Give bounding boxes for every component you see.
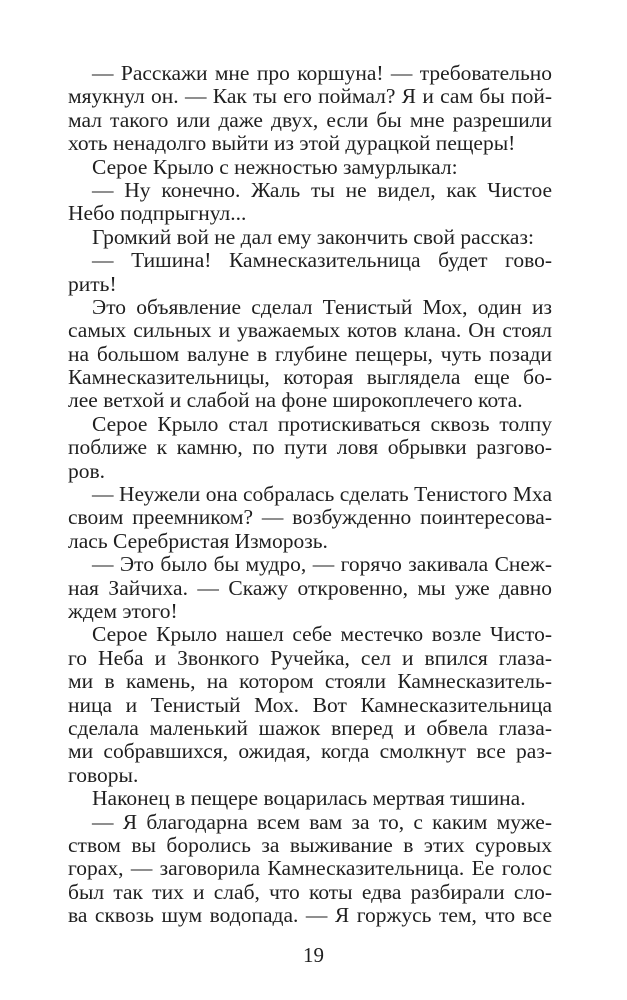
text-line: ная Зайчиха. — Скажу откровенно, мы уже давно (68, 576, 552, 600)
text-line: ством вы боролись за выживание в этих суровых (68, 833, 552, 857)
text-line: — Ну конечно. Жаль ты не видел, как Чистое (92, 178, 552, 202)
text-line: ми в камень, на котором стояли Камнесказитель- (68, 670, 552, 694)
text-line: Серое Крыло с нежностью замурлыкал: (92, 155, 458, 179)
text-line: ница и Тенистый Мох. Вот Камнесказительница (68, 693, 552, 717)
text-line: — Я благодарна всем вам за то, с каким муже- (92, 810, 552, 834)
page-number: 19 (303, 943, 324, 967)
text-line: ми собравшихся, ожидая, когда смолкнут все раз- (68, 740, 552, 764)
text-line: Громкий вой не дал ему закончить свой рассказ: (92, 225, 534, 249)
text-line: горах, — заговорила Камнесказительница. Ее голос (68, 857, 552, 881)
text-line: Небо подпрыгнул... (68, 202, 247, 226)
text-line: рить! (68, 272, 117, 296)
text-line: был так тих и слаб, что коты едва разбирали сло- (68, 880, 552, 904)
text-line: лась Серебристая Изморозь. (68, 529, 328, 553)
text-line: — Это было бы мудро, — горячо закивала Снеж- (92, 553, 552, 577)
body-text (68, 62, 552, 927)
text-line: — Расскажи мне про коршуна! — требовательно (92, 62, 552, 85)
text-line: ров. (68, 459, 106, 483)
text-line: поближе к камню, по пути ловя обрывки разгово- (68, 436, 552, 460)
text-line: — Тишина! Камнесказительница будет гово- (92, 249, 552, 273)
text-line: хоть ненадолго выйти из этой дурацкой пещеры! (68, 132, 516, 156)
text-line: мал такого или даже двух, если бы мне разрешили (68, 108, 552, 132)
text-line: ва сквозь шум водопада. — Я горжусь тем, что все (68, 904, 552, 928)
text-line: лее ветхой и слабой на фоне широкоплечего кота. (68, 389, 523, 413)
text-line: своим преемником? — возбужденно поинтересова- (68, 506, 552, 530)
text-line: го Неба и Звонкого Ручейка, сел и впился глаза- (68, 646, 552, 670)
text-line: Наконец в пещере воцарилась мертвая тишина. (92, 787, 526, 811)
text-line: самых сильных и уважаемых котов клана. Он стоял (68, 319, 552, 343)
text-line: ждем этого! (68, 599, 178, 623)
text-line: сделала маленький шажок вперед и обвела глаза- (68, 716, 552, 740)
text-line: Это объявление сделал Тенистый Мох, один из (92, 295, 552, 319)
text-line: говоры. (68, 763, 139, 787)
text-line: на большом валуне в глубине пещеры, чуть позади (68, 342, 552, 366)
text-line: Камнесказительницы, которая выглядела еще бо- (68, 366, 552, 390)
text-line: — Неужели она собралась сделать Тенистого Мха (92, 483, 552, 507)
text-line: Серое Крыло стал протискиваться сквозь толпу (92, 412, 552, 436)
text-line: Серое Крыло нашел себе местечко возле Чисто- (92, 623, 552, 647)
text-line: мяукнул он. — Как ты его поймал? Я и сам бы пой- (68, 85, 552, 109)
